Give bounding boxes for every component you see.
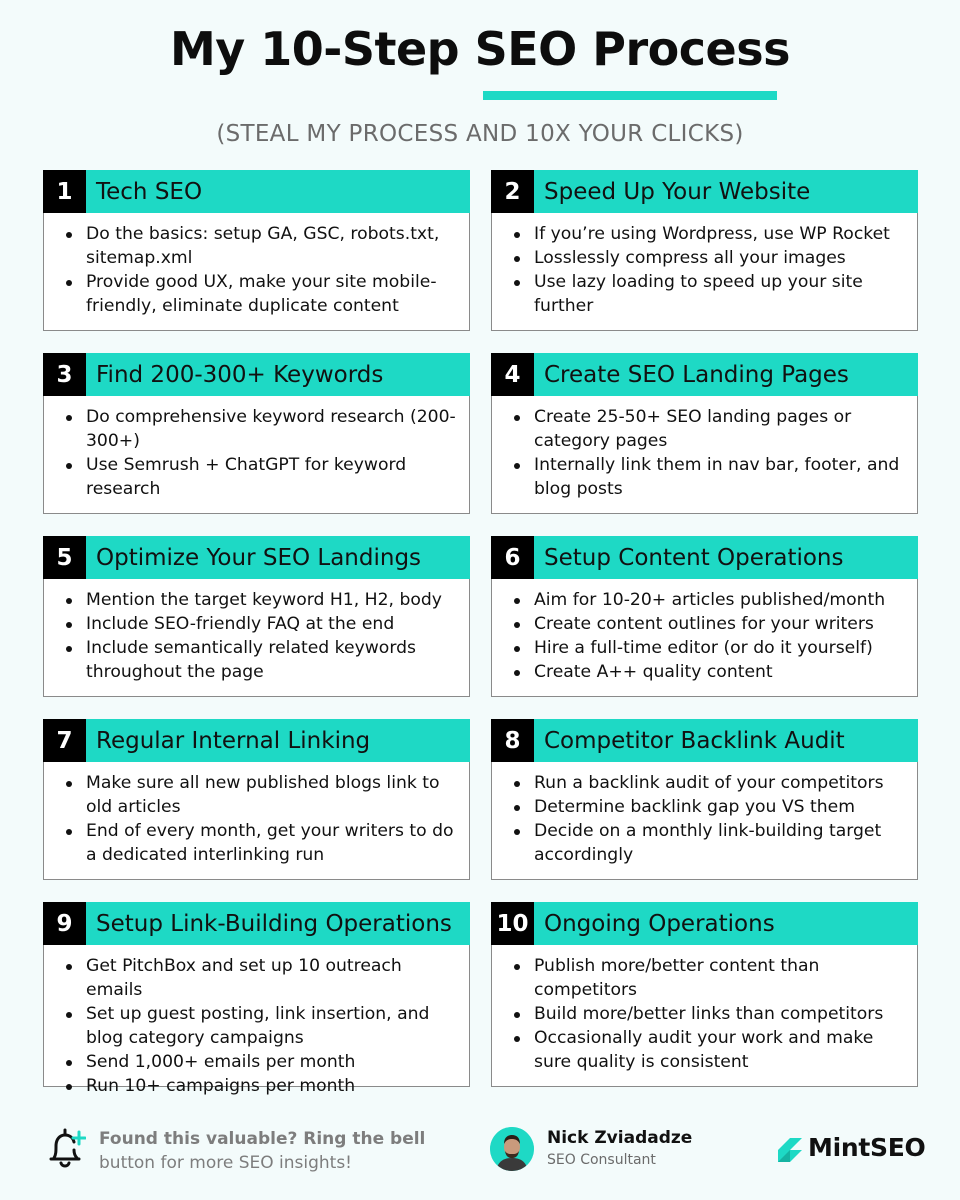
step-header [43, 536, 470, 579]
step-body [43, 579, 470, 697]
step-card-7 [43, 719, 470, 880]
step-bullet: Hire a full-time editor (or do it yourself) [510, 636, 907, 660]
step-number: 4 [491, 353, 534, 396]
step-title: Setup Link-Building Operations [96, 910, 452, 937]
step-bullet: Determine backlink gap you VS them [510, 795, 907, 819]
step-number: 7 [43, 719, 86, 762]
step-card-10 [491, 902, 918, 1087]
author-role: SEO Consultant [547, 1152, 656, 1168]
step-card-8 [491, 719, 918, 880]
step-card-1 [43, 170, 470, 331]
step-body [43, 762, 470, 880]
step-body [491, 579, 918, 697]
step-body [491, 213, 918, 331]
step-bullet: Internally link them in nav bar, footer, and blog posts [510, 453, 907, 501]
step-bullet: Run a backlink audit of your competitors [510, 771, 907, 795]
step-bullet: Provide good UX, make your site mobile-friendly, eliminate duplicate content [62, 270, 459, 318]
step-bullet: Build more/better links than competitors [510, 1002, 907, 1026]
step-card-3 [43, 353, 470, 514]
step-title: Ongoing Operations [544, 910, 775, 937]
page-title: My 10-Step SEO Process [169, 22, 791, 76]
step-bullet: Include semantically related keywords throughout the page [62, 636, 459, 684]
step-bullet: Aim for 10-20+ articles published/month [510, 588, 907, 612]
step-bullet: If you’re using Wordpress, use WP Rocket [510, 222, 907, 246]
step-bullet: Create 25-50+ SEO landing pages or category pages [510, 405, 907, 453]
step-body [491, 945, 918, 1087]
step-title: Setup Content Operations [544, 544, 844, 571]
step-header [43, 170, 470, 213]
step-header [491, 353, 918, 396]
step-header [43, 353, 470, 396]
step-number: 6 [491, 536, 534, 579]
footer-cta [99, 1127, 425, 1175]
step-header [491, 719, 918, 762]
footer-cta-line1: Found this valuable? Ring the bell [99, 1129, 426, 1149]
step-body [43, 396, 470, 514]
step-body [43, 213, 470, 331]
step-header [43, 902, 470, 945]
step-body [43, 945, 470, 1096]
step-bullet: Set up guest posting, link insertion, and blog category campaigns [62, 1002, 459, 1050]
step-number: 10 [491, 902, 534, 945]
step-bullet: Make sure all new published blogs link to old articles [62, 771, 459, 819]
step-title: Regular Internal Linking [96, 727, 371, 754]
step-bullet: Publish more/better content than competitors [510, 954, 907, 1002]
step-card-6 [491, 536, 918, 697]
step-bullet: Create content outlines for your writers [510, 612, 907, 636]
step-bullet: Include SEO-friendly FAQ at the end [62, 612, 459, 636]
footer-cta-line2: button for more SEO insights! [99, 1153, 352, 1173]
step-bullet: Mention the target keyword H1, H2, body [62, 588, 459, 612]
brand-name: MintSEO [808, 1133, 926, 1162]
author-name: Nick Zviadadze [547, 1128, 693, 1148]
bell-plus-icon[interactable] [46, 1126, 86, 1170]
step-card-5 [43, 536, 470, 697]
step-number: 8 [491, 719, 534, 762]
step-number: 3 [43, 353, 86, 396]
step-title: Tech SEO [96, 178, 203, 205]
step-bullet: Do the basics: setup GA, GSC, robots.txt, sitemap.xml [62, 222, 459, 270]
step-header [491, 536, 918, 579]
step-number: 9 [43, 902, 86, 945]
step-bullet: Use lazy loading to speed up your site further [510, 270, 907, 318]
step-bullet: Get PitchBox and set up 10 outreach emails [62, 954, 459, 1002]
step-bullet: Run 10+ campaigns per month [62, 1074, 459, 1098]
page-subtitle: (STEAL MY PROCESS AND 10X YOUR CLICKS) [216, 121, 744, 147]
step-card-2 [491, 170, 918, 331]
step-title: Speed Up Your Website [544, 178, 811, 205]
step-card-9 [43, 902, 470, 1096]
step-bullet: Create A++ quality content [510, 660, 907, 684]
mintseo-logo-icon [776, 1136, 804, 1164]
step-bullet: Use Semrush + ChatGPT for keyword research [62, 453, 459, 501]
step-title: Find 200-300+ Keywords [96, 361, 384, 388]
step-header [43, 719, 470, 762]
step-number: 2 [491, 170, 534, 213]
step-bullet: Losslessly compress all your images [510, 246, 907, 270]
step-bullet: Send 1,000+ emails per month [62, 1050, 459, 1074]
step-number: 5 [43, 536, 86, 579]
step-title: Create SEO Landing Pages [544, 361, 849, 388]
step-card-4 [491, 353, 918, 514]
step-bullet: Do comprehensive keyword research (200-300+) [62, 405, 459, 453]
step-bullet: End of every month, get your writers to do a dedicated interlinking run [62, 819, 459, 867]
title-underline [483, 91, 777, 100]
step-number: 1 [43, 170, 86, 213]
step-bullet: Occasionally audit your work and make sure quality is consistent [510, 1026, 907, 1074]
avatar [490, 1127, 534, 1171]
step-body [491, 762, 918, 880]
step-header [491, 170, 918, 213]
step-title: Optimize Your SEO Landings [96, 544, 422, 571]
step-header [491, 902, 918, 945]
step-body [491, 396, 918, 514]
step-title: Competitor Backlink Audit [544, 727, 845, 754]
step-bullet: Decide on a monthly link-building target accordingly [510, 819, 907, 867]
